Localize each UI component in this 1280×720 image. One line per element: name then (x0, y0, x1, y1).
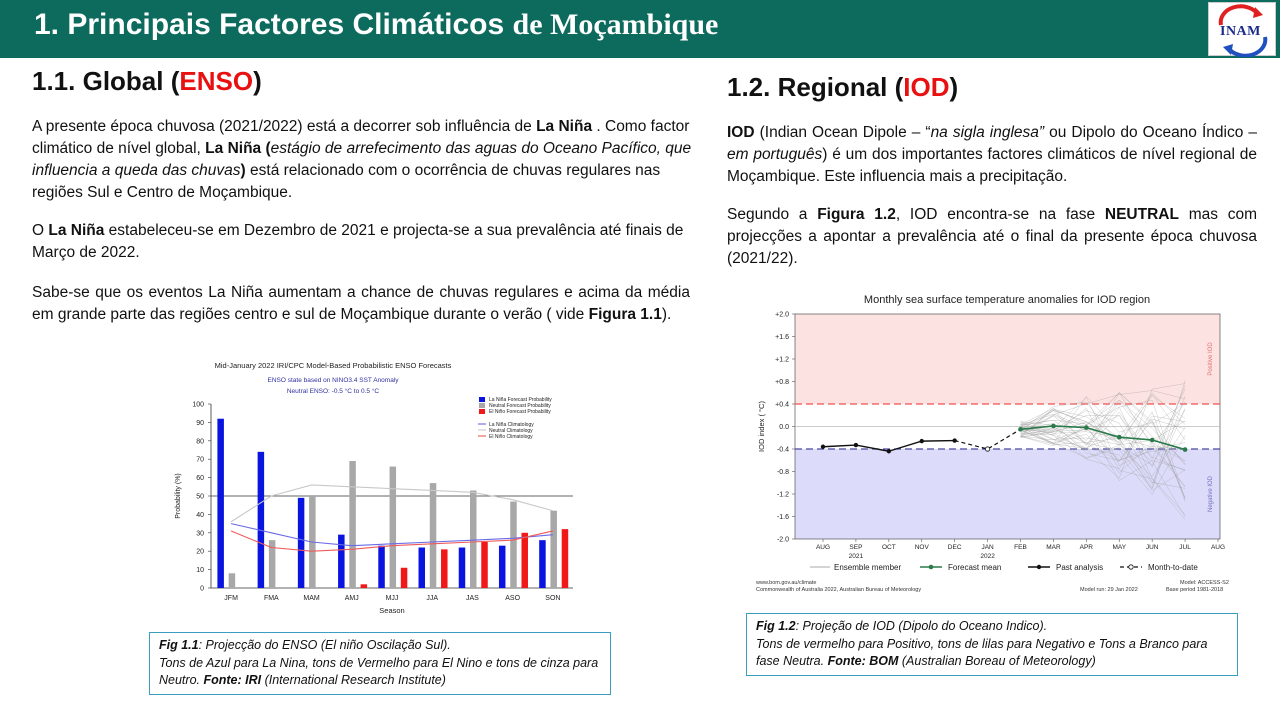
x-tick-label: NOV (914, 544, 929, 551)
iod-chart (750, 288, 1250, 596)
bar-neutral-forecast-probability (349, 461, 356, 588)
text-run-italic: na sigla inglesa” (930, 124, 1045, 141)
y-tick-label: +2.0 (775, 311, 789, 319)
footer-text: Model run: 29 Jan 2022 (1080, 587, 1138, 593)
y-tick-label: +1.2 (775, 356, 789, 364)
inam-logo (1208, 2, 1276, 56)
x-tick-label: MAY (1112, 544, 1127, 551)
text-run: mas com projecções a apontar a prevalência até o final da presente época chuvosa (2021/22). (727, 206, 1258, 267)
legend-entry: El Niño Forecast Probability (489, 409, 551, 415)
text-run: : Projeção de IOD (Dipolo do Oceano Indico). (795, 619, 1048, 633)
text-run-bold: La Niña (536, 118, 593, 135)
bar-neutral-forecast-probability (229, 573, 236, 588)
caption-fig-label: Fig 1.2 (756, 619, 796, 633)
text-run: Segundo a (727, 206, 818, 223)
y-tick-label: -1.2 (776, 491, 789, 499)
y-tick-label: 20 (196, 548, 204, 556)
y-tick-label: +0.4 (775, 401, 789, 409)
past-analysis-point (854, 443, 858, 447)
bar-la-ni-a-forecast-probability (459, 548, 466, 588)
y-tick-label: 10 (196, 567, 204, 575)
bar-la-ni-a-forecast-probability (217, 419, 224, 588)
bar-el-ni-o-forecast-probability (562, 529, 569, 588)
y-axis-label: IOD index ( °C) (757, 401, 766, 452)
forecast-mean-point (1051, 424, 1056, 429)
x-tick-label: JUL (1179, 544, 1191, 551)
forecast-mean-point (1018, 427, 1023, 432)
page-title (34, 8, 718, 42)
positive-zone-label: Positive IOD (1208, 342, 1214, 376)
text-run: (International Research Institute) (261, 673, 446, 687)
y-tick-label: -0.4 (776, 446, 789, 454)
text-run-bold: NEUTRAL (1104, 206, 1179, 223)
bar-el-ni-o-forecast-probability (521, 533, 528, 588)
global-heading (32, 66, 262, 97)
y-tick-label: -1.6 (776, 514, 789, 521)
caption-source: Fonte: IRI (203, 673, 262, 687)
y-tick-label: +1.6 (775, 334, 789, 341)
global-paragraph-3 (32, 282, 690, 326)
legend-entry: El Niño Climatology (489, 434, 533, 440)
legend-entry: Forecast mean (948, 563, 1002, 572)
y-tick-label: 100 (192, 401, 204, 409)
text-run: (Australian Boreau of Meteorology) (898, 654, 1096, 668)
legend-entry: Month-to-date (1148, 563, 1198, 572)
logo-text: INAM (1220, 24, 1261, 39)
global-paragraph-1 (32, 116, 692, 204)
global-paragraph-2 (32, 220, 692, 264)
bar-la-ni-a-forecast-probability (539, 540, 546, 588)
forecast-mean-point (1150, 438, 1155, 443)
text-run-bold: Figura 1.1 (588, 306, 662, 323)
negative-zone (795, 449, 1220, 539)
chart-subtitle: ENSO state based on NINO3.4 SST Anomaly (267, 377, 399, 384)
text-run: A presente época chuvosa (2021/2022) está a decorrer sob influência de (32, 118, 537, 135)
legend-entry: Ensemble member (834, 563, 902, 572)
page-title-suffix: de Moçambique (512, 8, 719, 41)
global-heading-suffix: ) (253, 66, 262, 96)
text-run: . Como factor climático de nível global, (32, 118, 690, 157)
y-tick-label: -2.0 (776, 536, 789, 544)
regional-heading-suffix: ) (949, 72, 959, 102)
x-axis-label: Season (379, 606, 405, 615)
month-to-date-point (985, 447, 989, 451)
text-run: Tons de vermelho para Positivo, tons de lilas para Negativo e Tons a Branco para fase Neutra. (756, 636, 1208, 668)
regional-paragraph-1 (727, 122, 1257, 188)
bar-el-ni-o-forecast-probability (361, 584, 368, 588)
legend-marker (1037, 565, 1041, 569)
text-run-bold: La Niña ( (205, 140, 271, 157)
regional-heading-prefix: 1.2. Regional ( (727, 72, 904, 102)
x-tick-label: JJA (426, 595, 439, 602)
positive-zone (795, 314, 1220, 404)
global-heading-highlight: ENSO (179, 66, 254, 96)
text-run: está relacionado com o ocorrência de chuvas regulares nas regiões Sul e Centro de Moçambique. (32, 162, 661, 201)
bar-neutral-forecast-probability (550, 511, 557, 588)
text-run: Tons de Azul para La Nina, tons de Vermelho para El Nino e tons de cinza para Neutro. (159, 655, 599, 687)
footer-text: Model: ACCESS-S2 (1180, 580, 1229, 586)
past-analysis-point (920, 439, 924, 443)
text-run-italic: estágio de arrefecimento das aguas do Oceano Pacífico, que influencia a queda das chuvas (32, 140, 692, 179)
bar-el-ni-o-forecast-probability (401, 568, 408, 588)
x-tick-label: DEC (947, 544, 962, 551)
text-run: : Projecção do ENSO (El niño Oscilação Sul). (198, 638, 451, 652)
y-tick-label: 50 (196, 493, 204, 501)
x-tick-label: JAS (466, 595, 479, 602)
y-tick-label: 30 (196, 530, 204, 538)
x-tick-label: OCT (881, 544, 896, 551)
legend-swatch (479, 409, 485, 414)
x-tick-label: AUG (1210, 544, 1226, 551)
enso-chart (165, 356, 585, 618)
x-tick-label: MJJ (385, 595, 399, 602)
x-tick-label: JAN (981, 544, 994, 551)
y-tick-label: 70 (196, 456, 204, 464)
y-tick-label: 60 (196, 475, 204, 483)
bar-neutral-forecast-probability (430, 483, 437, 588)
caption-source: Fonte: BOM (827, 654, 899, 668)
footer-text: Base period 1981-2018 (1166, 587, 1224, 593)
bar-la-ni-a-forecast-probability (419, 548, 426, 588)
text-run: (Indian Ocean Dipole – “ (754, 124, 931, 141)
text-run-bold: ) (240, 162, 246, 179)
x-tick-label: AUG (815, 544, 831, 551)
bar-neutral-forecast-probability (470, 490, 477, 588)
iod-chart-svg (750, 288, 1250, 596)
figure-1-1-caption (149, 632, 611, 695)
x-tick-label: APR (1079, 544, 1094, 551)
y-tick-label: 40 (196, 511, 204, 519)
x-tick-label: FMA (263, 595, 279, 602)
chart-title: Monthly sea surface temperature anomalies for IOD region (863, 294, 1151, 306)
legend-swatch (479, 397, 485, 402)
bar-la-ni-a-forecast-probability (499, 546, 506, 588)
past-analysis-point (821, 445, 825, 449)
x-tick-label: ASO (505, 595, 521, 602)
x-tick-label: SON (545, 595, 561, 602)
x-tick-label: SEP (849, 544, 863, 551)
text-run: estabeleceu-se em Dezembro de 2021 e projecta-se a sua prevalência até finais de Março de 2022. (32, 222, 684, 261)
y-tick-label: 80 (196, 438, 204, 446)
regional-heading-highlight: IOD (903, 72, 950, 102)
text-run: ou Dipolo do Oceano Índico – (1044, 124, 1257, 141)
text-run-bold: IOD (727, 124, 755, 141)
forecast-mean-point (1117, 435, 1122, 440)
text-run-italic: em português (727, 146, 823, 163)
text-run: , IOD encontra-se na fase (895, 206, 1105, 223)
x-tick-label: MAM (303, 595, 320, 602)
month-to-date-line (955, 429, 1021, 449)
bar-el-ni-o-forecast-probability (441, 549, 448, 588)
footer-text: Commonwealth of Australia 2022, Australian Bureau of Meteorology (756, 587, 922, 593)
regional-heading (727, 72, 958, 103)
legend-entry: Neutral Climatology (489, 428, 533, 434)
text-run: ). (661, 306, 672, 323)
y-axis-label: Probability (%) (175, 473, 182, 519)
y-tick-label: 0.0 (779, 424, 789, 431)
bar-la-ni-a-forecast-probability (258, 452, 265, 588)
forecast-mean-point (1084, 425, 1089, 430)
x-tick-label: FEB (1014, 544, 1027, 551)
x-tick-label: JUN (1145, 544, 1159, 551)
y-tick-label: 90 (196, 419, 204, 427)
x-tick-label: JFM (224, 595, 238, 602)
text-run: ) é um dos importantes factores climáticos de nível regional de Moçambique. Este influencia mais a precipitação. (727, 146, 1257, 185)
legend-marker (1129, 565, 1133, 569)
caption-fig-label: Fig 1.1 (159, 638, 199, 652)
enso-chart-svg (165, 356, 585, 618)
year-label: 2022 (980, 553, 995, 560)
legend-entry: La Niña Forecast Probability (489, 397, 552, 403)
y-tick-label: 0 (200, 585, 204, 593)
negative-zone-label: Negative IOD (1208, 475, 1214, 513)
text-run: Sabe-se que os eventos La Niña aumentam a chance de chuvas regulares e acima da média em grande parte das regiões centro e sul de Moçambique durante o verão ( vide (32, 284, 690, 323)
figure-1-2-caption (746, 613, 1238, 676)
bar-la-ni-a-forecast-probability (298, 498, 305, 588)
x-tick-label: AMJ (344, 595, 359, 602)
forecast-mean-point (1183, 447, 1188, 452)
legend-marker (929, 565, 934, 570)
y-tick-label: +0.8 (775, 379, 789, 386)
page-title-prefix: 1. Principais Factores Climáticos (34, 8, 513, 41)
bar-neutral-forecast-probability (510, 502, 516, 588)
legend-swatch (479, 403, 485, 408)
global-heading-prefix: 1.1. Global ( (32, 66, 180, 96)
y-tick-label: -0.8 (776, 469, 789, 476)
bar-neutral-forecast-probability (390, 467, 397, 588)
header-bar (0, 0, 1280, 58)
legend-entry: Neutral Forecast Probability (489, 403, 551, 409)
legend-entry: Past analysis (1056, 563, 1104, 572)
year-label: 2021 (848, 553, 864, 560)
bar-el-ni-o-forecast-probability (481, 542, 488, 588)
past-analysis-point (887, 449, 891, 453)
chart-subtitle: Neutral ENSO: -0.5 °C to 0.5 °C (286, 388, 380, 395)
legend-entry: La Niña Climatology (489, 422, 534, 428)
bar-la-ni-a-forecast-probability (378, 546, 385, 588)
text-run: O (32, 222, 49, 239)
x-tick-label: MAR (1046, 544, 1061, 551)
text-run-bold: La Niña (48, 222, 105, 239)
footer-text: www.bom.gov.au/climate (756, 580, 817, 586)
chart-title: Mid-January 2022 IRI/CPC Model-Based Probabilistic ENSO Forecasts (214, 361, 452, 370)
regional-paragraph-2 (727, 204, 1257, 270)
bar-la-ni-a-forecast-probability (338, 535, 345, 588)
text-run-bold: Figura 1.2 (817, 206, 896, 223)
